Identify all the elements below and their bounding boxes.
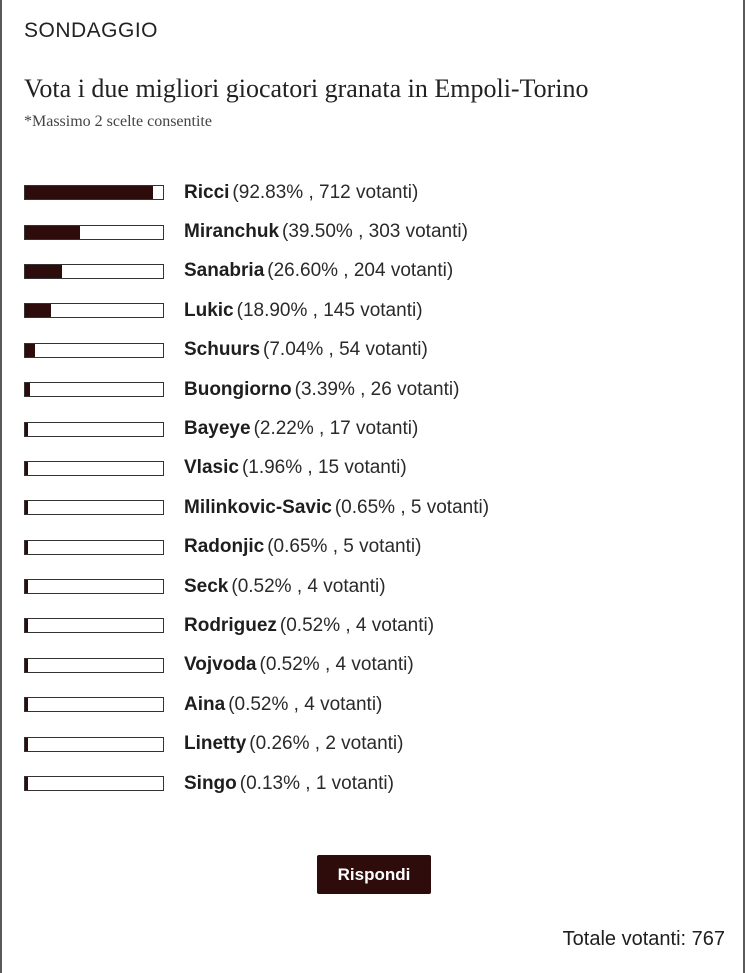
poll-option[interactable] bbox=[24, 528, 489, 567]
poll-option[interactable] bbox=[24, 291, 489, 330]
option-stats: (0.52% , 4 votanti) bbox=[279, 614, 435, 636]
result-bar bbox=[24, 461, 164, 476]
result-bar bbox=[24, 618, 164, 633]
result-bar-fill bbox=[25, 659, 28, 672]
option-name: Bayeye bbox=[184, 418, 251, 440]
option-name: Singo bbox=[184, 772, 237, 794]
option-stats: (92.83% , 712 votanti) bbox=[232, 181, 419, 203]
result-bar bbox=[24, 185, 164, 200]
option-stats: (0.13% , 1 votanti) bbox=[239, 772, 394, 794]
result-bar-fill bbox=[25, 619, 28, 632]
option-name: Sanabria bbox=[184, 260, 265, 282]
poll-option[interactable] bbox=[24, 646, 489, 685]
total-voters: Totale votanti: 767 bbox=[562, 928, 725, 950]
option-stats: (0.65% , 5 votanti) bbox=[267, 536, 422, 558]
poll-option[interactable] bbox=[24, 567, 489, 606]
result-bar-fill bbox=[25, 777, 28, 790]
poll-option[interactable] bbox=[24, 764, 489, 803]
result-bar bbox=[24, 579, 164, 594]
result-bar-fill bbox=[25, 423, 28, 436]
option-stats: (2.22% , 17 votanti) bbox=[253, 418, 419, 440]
result-bar bbox=[24, 343, 164, 358]
option-stats: (26.60% , 204 votanti) bbox=[267, 260, 454, 282]
result-bar-fill bbox=[25, 265, 62, 278]
option-name: Milinkovic-Savic bbox=[184, 496, 332, 518]
poll-option[interactable] bbox=[24, 370, 489, 409]
option-stats: (18.90% , 145 votanti) bbox=[236, 299, 423, 321]
option-name: Vojvoda bbox=[184, 654, 257, 676]
result-bar-fill bbox=[25, 698, 28, 711]
result-bar bbox=[24, 658, 164, 673]
result-bar-fill bbox=[25, 541, 28, 554]
option-stats: (0.65% , 5 votanti) bbox=[334, 496, 490, 518]
poll-option[interactable] bbox=[24, 331, 489, 370]
option-name: Ricci bbox=[184, 181, 230, 203]
result-bar bbox=[24, 225, 164, 240]
poll-option[interactable] bbox=[24, 173, 489, 212]
poll-option[interactable] bbox=[24, 449, 489, 488]
option-name: Schuurs bbox=[184, 339, 261, 361]
poll-option[interactable] bbox=[24, 252, 489, 291]
poll-option[interactable] bbox=[24, 409, 489, 448]
result-bar bbox=[24, 500, 164, 515]
result-bar-fill bbox=[25, 501, 28, 514]
option-name: Buongiorno bbox=[184, 378, 292, 400]
result-bar-fill bbox=[25, 304, 51, 317]
option-name: Seck bbox=[184, 575, 229, 597]
result-bar bbox=[24, 382, 164, 397]
option-stats: (0.26% , 2 votanti) bbox=[249, 733, 404, 755]
poll-options-list bbox=[24, 173, 489, 803]
result-bar-fill bbox=[25, 186, 153, 199]
result-bar-fill bbox=[25, 344, 35, 357]
option-name: Rodriguez bbox=[184, 614, 277, 636]
poll-option[interactable] bbox=[24, 606, 489, 645]
option-stats: (1.96% , 15 votanti) bbox=[241, 457, 407, 479]
poll-option[interactable] bbox=[24, 724, 489, 763]
poll-kicker: SONDAGGIO bbox=[24, 19, 159, 42]
option-name: Lukic bbox=[184, 299, 234, 321]
result-bar-fill bbox=[25, 738, 28, 751]
option-name: Vlasic bbox=[184, 457, 239, 479]
result-bar bbox=[24, 697, 164, 712]
result-bar-fill bbox=[25, 383, 30, 396]
poll-question: Vota i due migliori giocatori granata in Empoli-Torino bbox=[24, 74, 589, 103]
option-name: Aina bbox=[184, 693, 226, 715]
result-bar bbox=[24, 540, 164, 555]
result-bar-fill bbox=[25, 462, 28, 475]
poll-option[interactable] bbox=[24, 685, 489, 724]
poll-note: *Massimo 2 scelte consentite bbox=[24, 113, 212, 130]
result-bar-fill bbox=[25, 580, 28, 593]
option-stats: (0.52% , 4 votanti) bbox=[259, 654, 414, 676]
result-bar bbox=[24, 422, 164, 437]
result-bar bbox=[24, 776, 164, 791]
result-bar bbox=[24, 303, 164, 318]
poll-option[interactable] bbox=[24, 488, 489, 527]
option-stats: (7.04% , 54 votanti) bbox=[263, 339, 428, 361]
result-bar-fill bbox=[25, 226, 80, 239]
option-name: Miranchuk bbox=[184, 221, 280, 243]
result-bar bbox=[24, 737, 164, 752]
option-stats: (0.52% , 4 votanti) bbox=[228, 693, 383, 715]
option-stats: (39.50% , 303 votanti) bbox=[282, 221, 468, 243]
result-bar bbox=[24, 264, 164, 279]
option-stats: (0.52% , 4 votanti) bbox=[231, 575, 386, 597]
option-name: Linetty bbox=[184, 733, 247, 755]
option-name: Radonjic bbox=[184, 536, 265, 558]
submit-button[interactable]: Rispondi bbox=[317, 855, 431, 894]
poll-option[interactable] bbox=[24, 212, 489, 251]
option-stats: (3.39% , 26 votanti) bbox=[294, 378, 460, 400]
